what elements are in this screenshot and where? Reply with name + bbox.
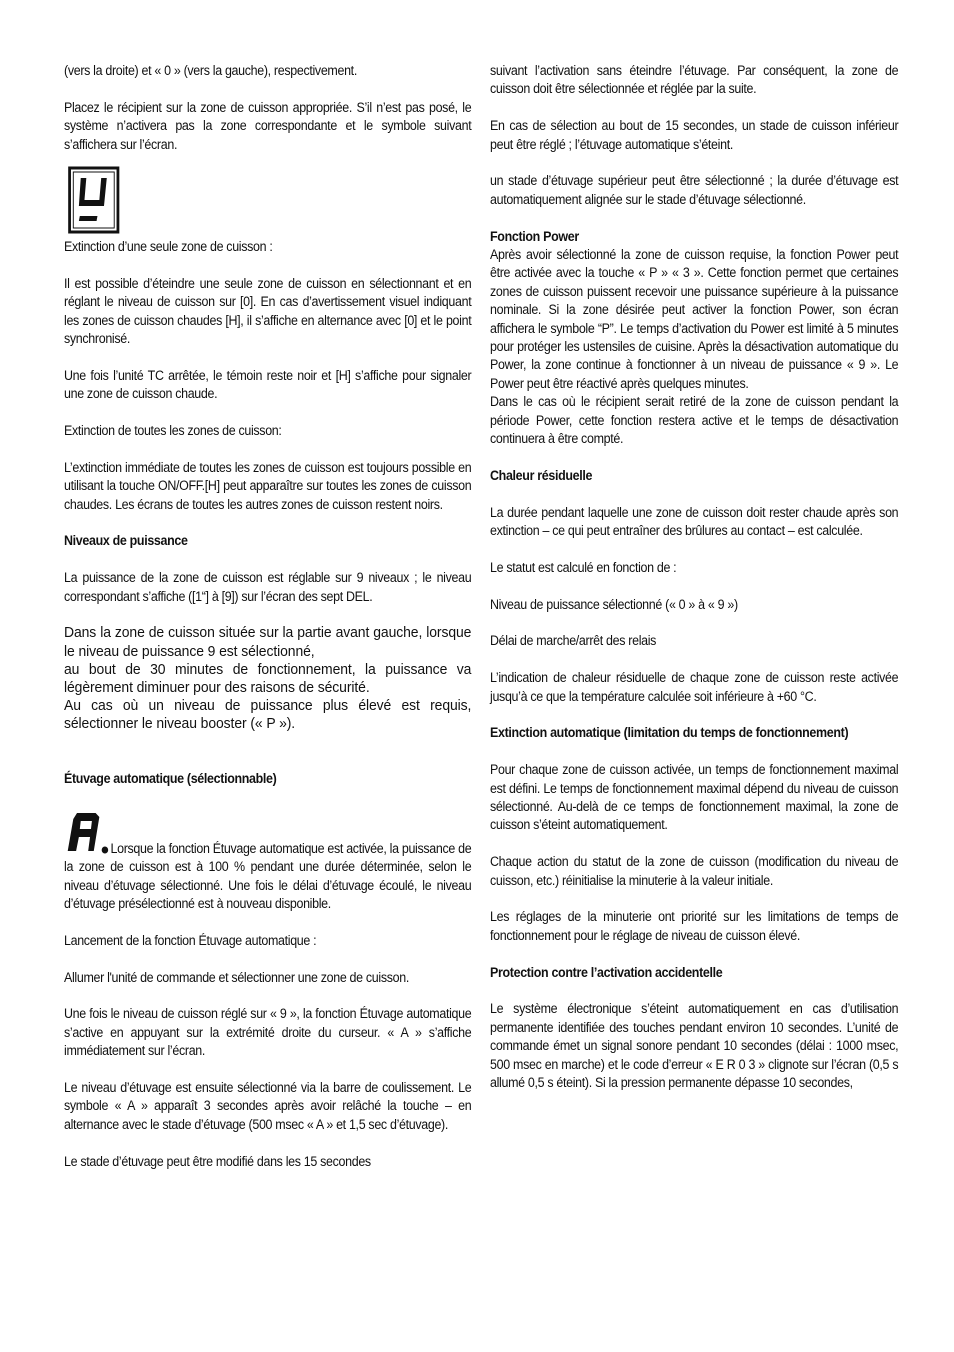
paragraph: Pour chaque zone de cuisson activée, un temps de fonctionnement maximal est défini. Le temps de fonctionnement maximal dépend du niveau de cuisson sélectionné. Au-delà de ce temps de fonctionnement maximal, la zone de cuisson s’éteint automatiquement.	[490, 762, 899, 833]
paragraph: Le niveau d’étuvage est ensuite sélectionné via la barre de coulissement. Le symbole « A » apparaît 3 secondes après avoir relâché la touche – en alternance avec le stade d’étuvage (500 msec « A » et 1,5 sec d’étuvage).	[64, 1080, 472, 1132]
section-heading: Chaleur résiduelle	[490, 467, 593, 483]
paragraph: Dans la zone de cuisson située sur la partie avant gauche, lorsque le niveau de puissance 9 est sélectionné,	[64, 624, 472, 660]
paragraph: Chaque action du statut de la zone de cuisson (modification du niveau de cuisson, etc.) réinitialise la minuterie à la valeur initiale.	[490, 854, 899, 888]
paragraph: suivant l’activation sans éteindre l’étuvage. Par conséquent, la zone de cuisson doit être sélectionnée et réglée par la suite.	[490, 63, 899, 97]
paragraph: En cas de sélection au bout de 15 secondes, un stade de cuisson inférieur peut être réglé ; l’étuvage automatique s’éteint.	[490, 118, 899, 152]
paragraph: Dans le cas où le récipient serait retiré de la zone de cuisson pendant la période Power, cette fonction restera active et le temps de désactivation continuera à être compté.	[490, 394, 899, 447]
section-heading: Niveaux de puissance	[64, 533, 188, 549]
paragraph-text: Lorsque la fonction Étuvage automatique est activée, la puissance de la zone de cuisson est à 100 % pendant une durée déterminée, selon le niveau d’étuvage sélectionné. Une fois le délai d’étuvage écoulé, le niveau d’étuvage présélectionné est à nouveau disponible.	[64, 840, 472, 912]
section-heading: Fonction Power	[490, 228, 579, 244]
paragraph: Une fois l’unité TC arrêtée, le témoin reste noir et [H] s’affiche pour signaler une zone de cuisson chaude.	[64, 367, 472, 402]
paragraph	[64, 811, 471, 914]
paragraph: La puissance de la zone de cuisson est réglable sur 9 niveaux ; le niveau correspondant s’affiche ([1“] à [9]) sur l’écran des sept DEL.	[64, 570, 472, 604]
paragraph: Extinction de toutes les zones de cuisson:	[64, 423, 282, 439]
paragraph: L’extinction immédiate de toutes les zones de cuisson est toujours possible en utilisant la touche ON/OFF.[H] peut apparaître sur toutes les zones de cuisson chaudes. Les écrans de toutes les autres zones de cuisson restent noirs.	[64, 459, 472, 512]
paragraph: Lancement de la fonction Étuvage automatique :	[64, 932, 317, 948]
paragraph: L’indication de chaleur résiduelle de chaque zone de cuisson reste activée jusqu’à ce que la température calculée soit inférieure à +60 °C.	[490, 670, 899, 704]
section-heading: Étuvage automatique (sélectionnable)	[64, 771, 277, 787]
section-heading: Protection contre l’activation accidentelle	[490, 964, 723, 980]
paragraph: Il est possible d’éteindre une seule zone de cuisson en sélectionnant et en réglant le niveau de cuisson sur [0]. En cas d’avertissement visuel indiquant les zones de cuisson chaudes [H], il s’affiche en alternance avec [0] et le point synchronisé.	[64, 275, 472, 347]
paragraph: au bout de 30 minutes de fonctionnement, la puissance va légèrement diminuer pour des raisons de sécurité.	[64, 660, 472, 697]
paragraph: La durée pendant laquelle une zone de cuisson doit rester chaude après son extinction – ce qui peut entraîner des brûlures au contact – est calculée.	[490, 504, 899, 539]
paragraph: Placez le récipient sur la zone de cuisson appropriée. S’il n’est pas posé, le système n’activera pas la zone correspondante et le symbole suivant s’affichera sur l’écran.	[64, 99, 472, 152]
left-column	[64, 62, 471, 1189]
paragraph: Au cas où un niveau de puissance plus élevé est requis, sélectionner le niveau booster (« P »).	[64, 697, 472, 733]
section-heading: Extinction automatique (limitation du temps de fonctionnement)	[490, 725, 849, 741]
right-column	[490, 62, 898, 1111]
paragraph: Le système électronique s’éteint automatiquement en cas d’utilisation permanente identifiée des touches pendant environ 10 secondes. L’unité de commande émet un signal sonore pendant 10 secondes (délai : 1000 msec, 500 msec en marche) et le code d’erreur « E R 0 3 » clignote sur l’écran (0,5 s allumé 0,5 s éteint). Si la pression permanente dépasse 10 secondes,	[490, 1001, 899, 1091]
paragraph: Délai de marche/arrêt des relais	[490, 633, 657, 649]
paragraph: Le statut est calculé en fonction de :	[490, 559, 677, 575]
paragraph: Extinction d’une seule zone de cuisson :	[64, 239, 273, 255]
paragraph: Niveau de puissance sélectionné (« 0 » à « 9 »)	[490, 596, 738, 612]
paragraph: Le stade d’étuvage peut être modifié dans les 15 secondes	[64, 1153, 371, 1169]
paragraph: Allumer l'unité de commande et sélectionner une zone de cuisson.	[64, 969, 409, 985]
seven-segment-a-icon	[64, 811, 111, 855]
paragraph: Une fois le niveau de cuisson réglé sur « 9 », la fonction Étuvage automatique s’active en appuyant sur la extrémité droite du curseur. « A » s’affiche immédiatement sur l’écran.	[64, 1006, 472, 1059]
paragraph: Les réglages de la minuterie ont priorité sur les limitations de temps de fonctionnement pour le réglage de niveau de cuisson élevé.	[490, 909, 899, 943]
seven-segment-u-icon	[68, 166, 120, 234]
paragraph: un stade d’étuvage supérieur peut être sélectionné ; la durée d’étuvage est automatiquement alignée sur le stade d’étuvage sélectionné.	[490, 173, 899, 207]
paragraph: (vers la droite) et « 0 » (vers la gauche), respectivement.	[64, 63, 357, 78]
paragraph: Après avoir sélectionné la zone de cuisson requise, la fonction Power peut être activée avec la touche « P » « 3 ». Cette fonction permet que certaines zones de cuisson puissent recevoir une puissance supérieure à la puissance nominale. Si la zone désirée peut activer la fonction Power, son écran affichera le symbole “P”. Le temps d’activation du Power est limité à 5 minutes pour protéger les ustensiles de cuisine. Après la désactivation automatique du Power, la zone continue à fonctionner à un niveau de puissance « 9 ». Le Power peut être réactivé après quelques minutes.	[490, 247, 899, 391]
